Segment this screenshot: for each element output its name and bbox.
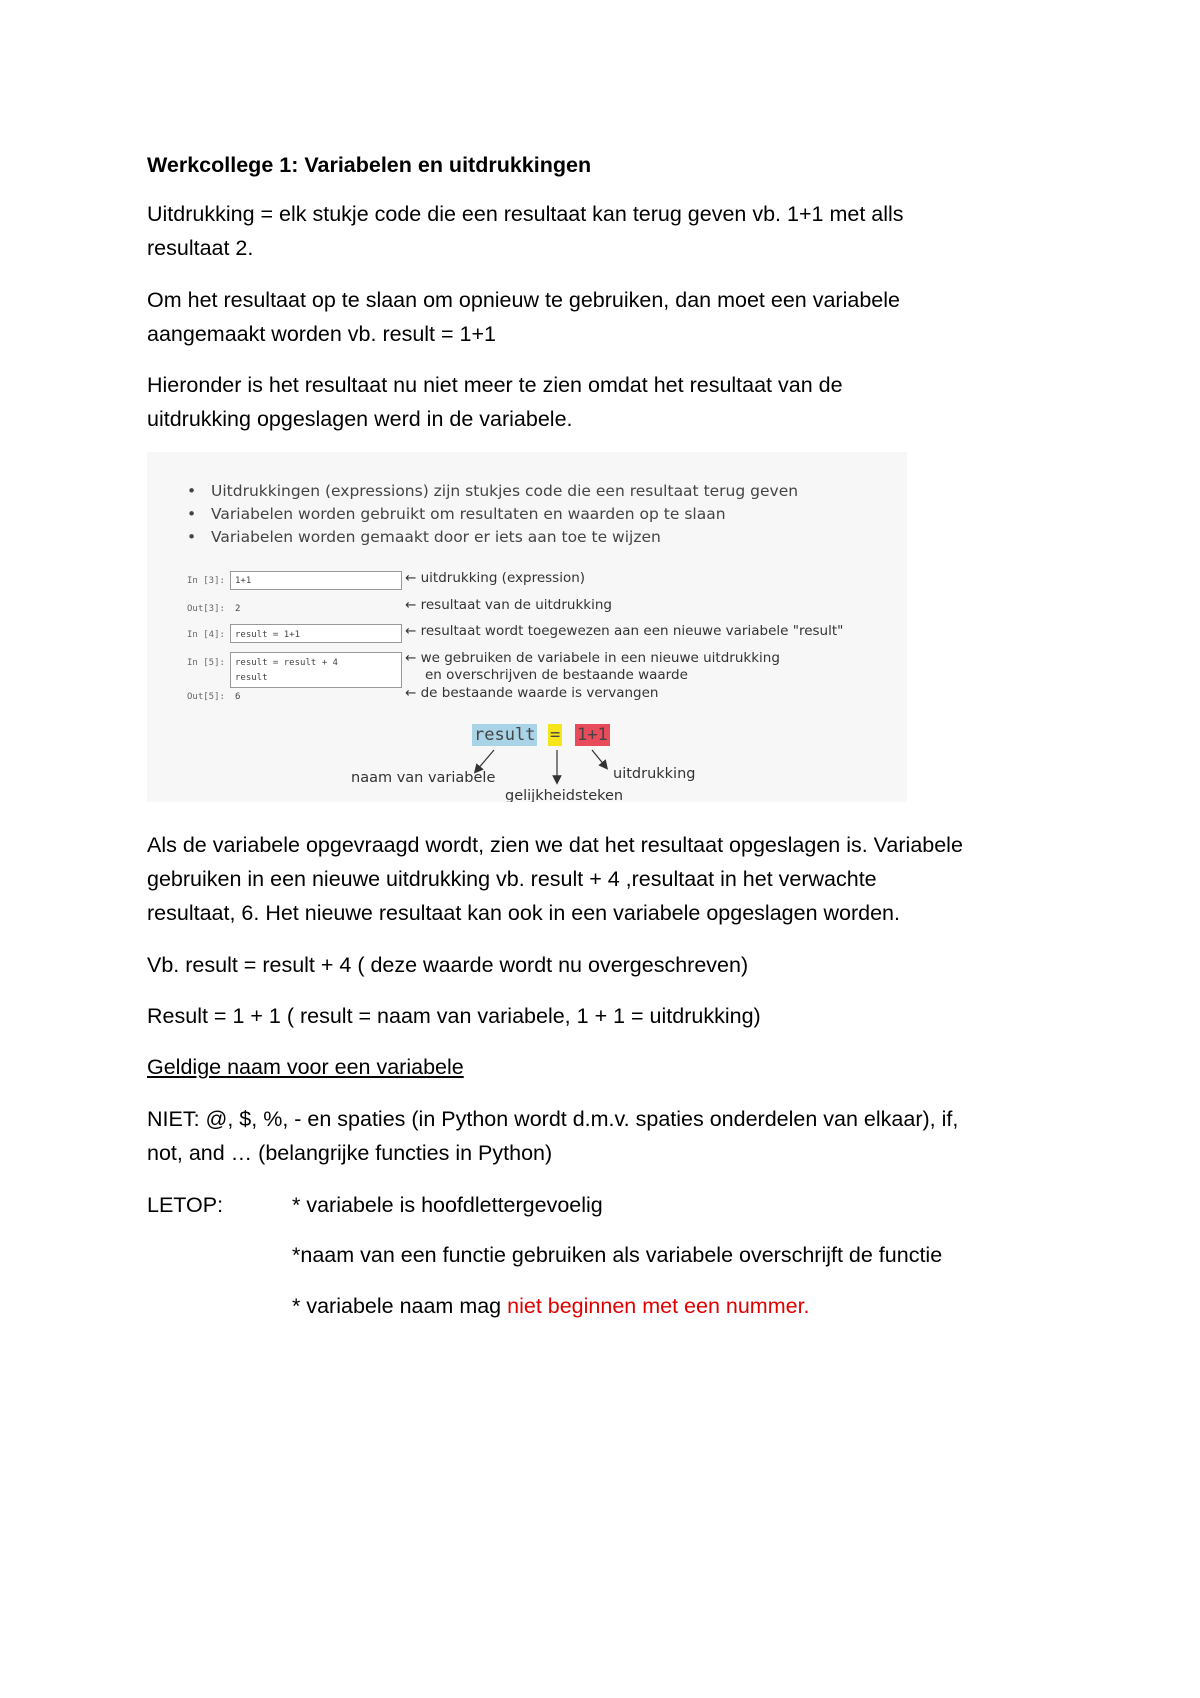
cell-label-out3: Out[3]:: [187, 604, 225, 614]
paragraph-1-line-2: resultaat 2.: [147, 236, 254, 260]
paragraph-1-line-1: Uitdrukking = elk stukje code die een resultaat kan terug geven vb. 1+1 met alls: [147, 202, 904, 226]
paragraph-4-line-3: resultaat, 6. Het nieuwe resultaat kan ook in een variabele opgeslagen worden.: [147, 901, 900, 925]
arrow-to-expression-label: [592, 750, 605, 766]
letop-item-3: [292, 1289, 810, 1323]
label-expression: uitdrukking: [613, 766, 696, 782]
arrow-to-variable-label: [477, 750, 494, 770]
diagram-variable: result: [474, 725, 536, 745]
code-in5-line-2: result: [235, 673, 268, 683]
annotation: ← resultaat wordt toegewezen aan een nieuwe variabele "result": [405, 623, 844, 639]
cell-label-out5: Out[5]:: [187, 692, 225, 702]
paragraph-6: Result = 1 + 1 ( result = naam van variabele, 1 + 1 = uitdrukking): [147, 1004, 761, 1028]
annotation: ← we gebruiken de variabele in een nieuwe uitdrukking: [405, 650, 780, 666]
section-heading-valid-names: Geldige naam voor een variabele: [147, 1055, 464, 1079]
code-in3: 1+1: [235, 576, 252, 586]
annotation: ← uitdrukking (expression): [405, 570, 586, 586]
output-out3: 2: [235, 604, 241, 614]
diagram-expression: 1+1: [577, 725, 608, 745]
paragraph-2-line-2: aangemaakt worden vb. result = 1+1: [147, 322, 496, 346]
letop-label: LETOP:: [147, 1193, 224, 1217]
slide-figure: • Uitdrukkingen (expressions) zijn stukjes code die een resultaat terug geven • Variabelen worden gebruikt om resultaten en waarden op te slaan • Variabelen worden gemaakt door er iets aan toe te wijzen In [3]: 1+1 Out[3]: 2 In [4]: result = 1+1 In [5]: result = result + 4 result Out[5]: 6 ← uitdrukking (expression) ← resultaat van de uitdrukking ← resultaat wordt toegewezen aan een nieuwe variabele "result" ← we gebruiken de variabele in een nieuwe uitdrukking en overschrijven de bestaande waarde ← de bestaande waarde is vervangen result = 1+1 naam van variabele gelijkheidsteken uitdrukking: [147, 452, 907, 802]
paragraph-8-line-2: not, and … (belangrijke functies in Python): [147, 1141, 553, 1165]
letop-item-2: *naam van een functie gebruiken als variabele overschrijft de functie: [292, 1243, 943, 1267]
output-out5: 6: [235, 692, 241, 702]
annotation: ← de bestaande waarde is vervangen: [405, 685, 659, 701]
label-variable-name: naam van variabele: [351, 770, 496, 786]
page-title: Werkcollege 1: Variabelen en uitdrukkingen: [147, 153, 592, 177]
cell-label-in4: In [4]:: [187, 630, 225, 640]
letop-row-1: [147, 1188, 1067, 1222]
diagram-equals: =: [550, 725, 561, 745]
label-equals-sign: gelijkheidsteken: [505, 788, 624, 802]
cell-label-in3: In [3]:: [187, 576, 225, 586]
letop-item-1: * variabele is hoofdlettergevoelig: [292, 1193, 603, 1217]
paragraph-8-line-1: NIET: @, $, %, - en spaties (in Python wordt d.m.v. spaties onderdelen van elkaar), if,: [147, 1107, 959, 1131]
annotation: en overschrijven de bestaande waarde: [425, 667, 688, 683]
letop-item-3-emphasis: niet beginnen met een nummer.: [507, 1294, 810, 1318]
paragraph-3-line-1: Hieronder is het resultaat nu niet meer te zien omdat het resultaat van de: [147, 373, 843, 397]
annotation: ← resultaat van de uitdrukking: [405, 597, 612, 613]
paragraph-2-line-1: Om het resultaat op te slaan om opnieuw te gebruiken, dan moet een variabele: [147, 288, 900, 312]
cell-label-in5: In [5]:: [187, 658, 225, 668]
code-in5-line-1: result = result + 4: [235, 658, 338, 668]
paragraph-5: Vb. result = result + 4 ( deze waarde wordt nu overgeschreven): [147, 953, 749, 977]
paragraph-4-line-2: gebruiken in een nieuwe uitdrukking vb. result + 4 ,resultaat in het verwachte: [147, 867, 877, 891]
paragraph-4-line-1: Als de variabele opgevraagd wordt, zien we dat het resultaat opgeslagen is. Variabele: [147, 833, 963, 857]
letop-item-3-text: * variabele naam mag: [292, 1294, 508, 1318]
diagram-arrows: [147, 452, 907, 802]
code-in4: result = 1+1: [235, 630, 301, 640]
paragraph-3-line-2: uitdrukking opgeslagen werd in de variabele.: [147, 407, 573, 431]
